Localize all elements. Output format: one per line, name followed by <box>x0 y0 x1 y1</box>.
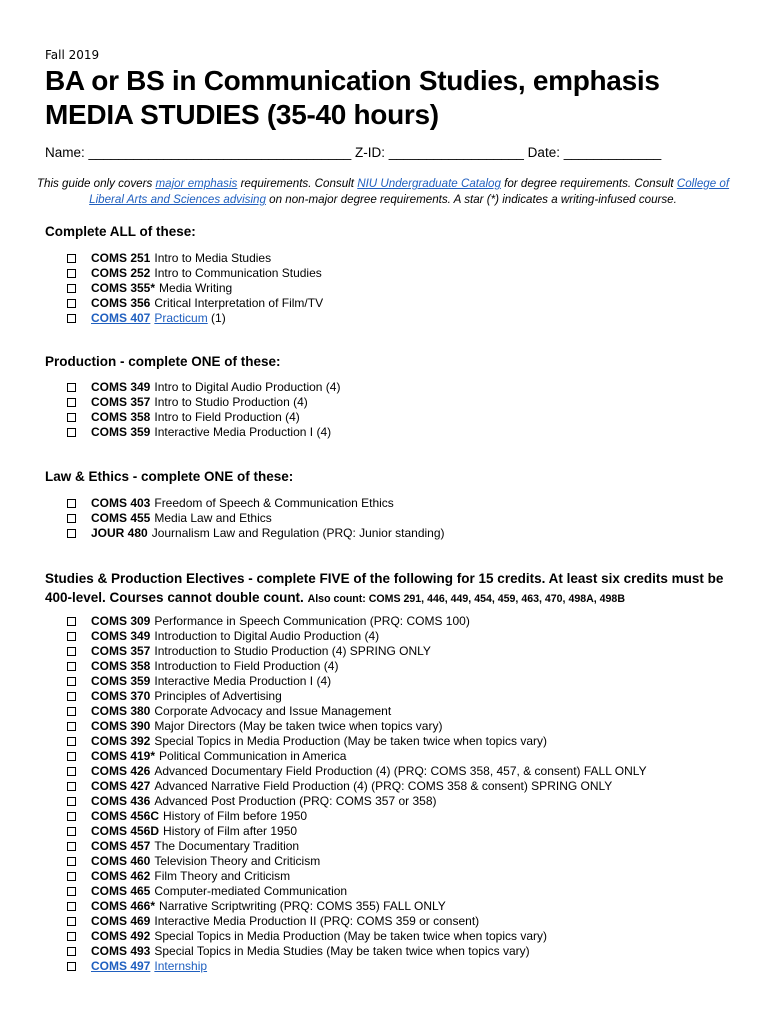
course-item <box>67 959 647 974</box>
course-code: COMS 309 <box>91 614 151 628</box>
course-code: COMS 419* <box>91 749 156 763</box>
course-description: Performance in Speech Communication (PRQ: COMS 100) <box>154 614 470 628</box>
course-description: Intro to Digital Audio Production (4) <box>154 380 341 394</box>
course-description: Interactive Media Production I (4) <box>154 425 332 439</box>
course-code: COMS 349 <box>91 380 151 394</box>
checkbox-icon[interactable] <box>67 857 76 866</box>
checkbox-icon[interactable] <box>67 737 76 746</box>
course-description: Introduction to Studio Production (4) SPRING ONLY <box>154 644 431 658</box>
course-description: Introduction to Digital Audio Production (4) <box>154 629 380 643</box>
course-item <box>67 914 647 929</box>
course-description: Critical Interpretation of Film/TV <box>154 296 324 310</box>
course-item <box>67 311 323 326</box>
course-item <box>67 395 340 410</box>
course-code: COMS 457 <box>91 839 151 853</box>
electives-heading-text: Studies & Production Electives - complete FIVE of the following for 15 credits. At least six credits must be 400-level. Courses cannot double count. <box>45 571 724 605</box>
course-item <box>67 839 647 854</box>
course-description: Principles of Advertising <box>154 689 282 703</box>
complete-all-list <box>67 251 323 326</box>
law-ethics-heading: Law & Ethics - complete ONE of these: <box>45 469 294 484</box>
course-item <box>67 779 647 794</box>
checkbox-icon[interactable] <box>67 254 76 263</box>
intro-text: This guide only covers <box>36 177 156 190</box>
checkbox-icon[interactable] <box>67 677 76 686</box>
checkbox-icon[interactable] <box>67 499 76 508</box>
course-code: COMS 358 <box>91 410 151 424</box>
checkbox-icon[interactable] <box>67 647 76 656</box>
course-code: COMS 349 <box>91 629 151 643</box>
course-code: COMS 465 <box>91 884 151 898</box>
course-item <box>67 281 323 296</box>
course-description: Major Directors (May be taken twice when topics vary) <box>154 719 443 733</box>
course-code: COMS 252 <box>91 266 151 280</box>
checkbox-icon[interactable] <box>67 947 76 956</box>
checkbox-icon[interactable] <box>67 428 76 437</box>
course-item <box>67 251 323 266</box>
electives-also-count-note: Also count: COMS 291, 446, 449, 454, 459, 463, 470, 498A, 498B <box>307 593 625 605</box>
checkbox-icon[interactable] <box>67 842 76 851</box>
course-description[interactable]: Practicum <box>154 311 208 325</box>
course-item <box>67 719 647 734</box>
checkbox-icon[interactable] <box>67 398 76 407</box>
checkbox-icon[interactable] <box>67 299 76 308</box>
course-code: COMS 357 <box>91 395 151 409</box>
course-description: Television Theory and Criticism <box>154 854 321 868</box>
checkbox-icon[interactable] <box>67 902 76 911</box>
course-description: Journalism Law and Regulation (PRQ: Junior standing) <box>151 526 445 540</box>
course-item <box>67 704 647 719</box>
course-item <box>67 944 647 959</box>
course-item <box>67 659 647 674</box>
intro-paragraph <box>28 176 738 208</box>
checkbox-icon[interactable] <box>67 782 76 791</box>
checkbox-icon[interactable] <box>67 722 76 731</box>
checkbox-icon[interactable] <box>67 413 76 422</box>
course-description: Advanced Post Production (PRQ: COMS 357 or 358) <box>154 794 437 808</box>
course-item <box>67 496 445 511</box>
course-item <box>67 794 647 809</box>
course-code: COMS 251 <box>91 251 151 265</box>
course-item <box>67 764 647 779</box>
course-code: COMS 356 <box>91 296 151 310</box>
course-description: History of Film before 1950 <box>163 809 308 823</box>
major-emphasis-link[interactable]: major emphasis <box>155 177 238 190</box>
course-description: Media Law and Ethics <box>154 511 272 525</box>
checkbox-icon[interactable] <box>67 932 76 941</box>
course-description: Intro to Studio Production (4) <box>154 395 308 409</box>
course-description: Advanced Narrative Field Production (4) (PRQ: COMS 358 & consent) SPRING ONLY <box>154 779 613 793</box>
course-credits: (1) <box>207 311 226 325</box>
course-code: COMS 456C <box>91 809 160 823</box>
course-item <box>67 511 445 526</box>
course-description: Corporate Advocacy and Issue Management <box>154 704 392 718</box>
course-item <box>67 854 647 869</box>
course-code: COMS 370 <box>91 689 151 703</box>
course-code: COMS 403 <box>91 496 151 510</box>
course-code: COMS 462 <box>91 869 151 883</box>
course-description: Freedom of Speech & Communication Ethics <box>154 496 394 510</box>
course-item <box>67 929 647 944</box>
electives-list <box>67 614 647 974</box>
checkbox-icon[interactable] <box>67 692 76 701</box>
course-item <box>67 644 647 659</box>
checkbox-icon[interactable] <box>67 314 76 323</box>
page-title: BA or BS in Communication Studies, emphasis MEDIA STUDIES (35-40 hours) <box>45 65 660 130</box>
course-code: COMS 426 <box>91 764 151 778</box>
clas-advising-link[interactable]: College of Liberal Arts and Sciences advising <box>89 177 730 206</box>
course-description: Political Communication in America <box>159 749 347 763</box>
course-code: JOUR 480 <box>91 526 148 540</box>
course-description: Intro to Communication Studies <box>154 266 322 280</box>
checkbox-icon[interactable] <box>67 872 76 881</box>
course-description: Film Theory and Criticism <box>154 869 291 883</box>
course-code: COMS 460 <box>91 854 151 868</box>
course-code[interactable]: COMS 497 <box>91 959 151 973</box>
course-code: COMS 358 <box>91 659 151 673</box>
course-description[interactable]: Internship <box>154 959 208 973</box>
checkbox-icon[interactable] <box>67 707 76 716</box>
course-code: COMS 469 <box>91 914 151 928</box>
course-description: Narrative Scriptwriting (PRQ: COMS 355) FALL ONLY <box>159 899 446 913</box>
intro-text: requirements. Consult <box>237 177 358 190</box>
course-code[interactable]: COMS 407 <box>91 311 151 325</box>
course-description: Special Topics in Media Production (May be taken twice when topics vary) <box>154 929 547 943</box>
course-item <box>67 749 647 764</box>
course-code: COMS 436 <box>91 794 151 808</box>
electives-heading <box>45 569 735 609</box>
course-code: COMS 359 <box>91 425 151 439</box>
course-item <box>67 614 647 629</box>
checkbox-icon[interactable] <box>67 812 76 821</box>
course-description: Introduction to Field Production (4) <box>154 659 339 673</box>
course-item <box>67 674 647 689</box>
course-description: Interactive Media Production I (4) <box>154 674 332 688</box>
course-item <box>67 296 323 311</box>
intro-text: on non-major degree requirements. A star (*) indicates a writing-infused course. <box>265 193 677 206</box>
name-zid-date-line: Name: ___________________________________ Z-ID: __________________ Date: _____________ <box>45 145 662 160</box>
checkbox-icon[interactable] <box>67 662 76 671</box>
course-code: COMS 390 <box>91 719 151 733</box>
course-item <box>67 824 647 839</box>
law-ethics-list <box>67 496 445 541</box>
undergraduate-catalog-link[interactable]: NIU Undergraduate Catalog <box>357 177 501 190</box>
course-description: History of Film after 1950 <box>163 824 298 838</box>
checkbox-icon[interactable] <box>67 827 76 836</box>
course-item <box>67 629 647 644</box>
checkbox-icon[interactable] <box>67 269 76 278</box>
complete-all-heading: Complete ALL of these: <box>45 224 196 239</box>
course-code: COMS 493 <box>91 944 151 958</box>
course-code: COMS 357 <box>91 644 151 658</box>
checkbox-icon[interactable] <box>67 797 76 806</box>
course-description: Special Topics in Media Studies (May be taken twice when topics vary) <box>154 944 530 958</box>
course-description: Interactive Media Production II (PRQ: COMS 359 or consent) <box>154 914 480 928</box>
checkbox-icon[interactable] <box>67 514 76 523</box>
checkbox-icon[interactable] <box>67 383 76 392</box>
course-code: COMS 427 <box>91 779 151 793</box>
checkbox-icon[interactable] <box>67 917 76 926</box>
course-description: Advanced Documentary Field Production (4) (PRQ: COMS 358, 457, & consent) FALL ONLY <box>154 764 647 778</box>
course-item <box>67 869 647 884</box>
course-description: Special Topics in Media Production (May be taken twice when topics vary) <box>154 734 547 748</box>
checkbox-icon[interactable] <box>67 617 76 626</box>
intro-text: for degree requirements. Consult <box>500 177 677 190</box>
course-item <box>67 410 340 425</box>
course-description: The Documentary Tradition <box>154 839 300 853</box>
course-code: COMS 492 <box>91 929 151 943</box>
course-item <box>67 809 647 824</box>
course-item <box>67 526 445 541</box>
checkbox-icon[interactable] <box>67 752 76 761</box>
production-heading: Production - complete ONE of these: <box>45 354 281 369</box>
course-description: Media Writing <box>159 281 233 295</box>
checkbox-icon[interactable] <box>67 529 76 538</box>
course-item <box>67 689 647 704</box>
term-label: Fall 2019 <box>45 48 100 62</box>
course-code: COMS 456D <box>91 824 160 838</box>
course-item <box>67 884 647 899</box>
checkbox-icon[interactable] <box>67 632 76 641</box>
course-code: COMS 380 <box>91 704 151 718</box>
course-item <box>67 734 647 749</box>
course-code: COMS 392 <box>91 734 151 748</box>
course-code: COMS 466* <box>91 899 156 913</box>
course-code: COMS 355* <box>91 281 156 295</box>
course-code: COMS 359 <box>91 674 151 688</box>
production-list <box>67 380 340 440</box>
course-description: Computer-mediated Communication <box>154 884 348 898</box>
course-description: Intro to Field Production (4) <box>154 410 300 424</box>
checkbox-icon[interactable] <box>67 962 76 971</box>
course-code: COMS 455 <box>91 511 151 525</box>
course-description: Intro to Media Studies <box>154 251 272 265</box>
checkbox-icon[interactable] <box>67 887 76 896</box>
course-item <box>67 380 340 395</box>
checkbox-icon[interactable] <box>67 767 76 776</box>
course-item <box>67 266 323 281</box>
course-item <box>67 899 647 914</box>
course-item <box>67 425 340 440</box>
checkbox-icon[interactable] <box>67 284 76 293</box>
